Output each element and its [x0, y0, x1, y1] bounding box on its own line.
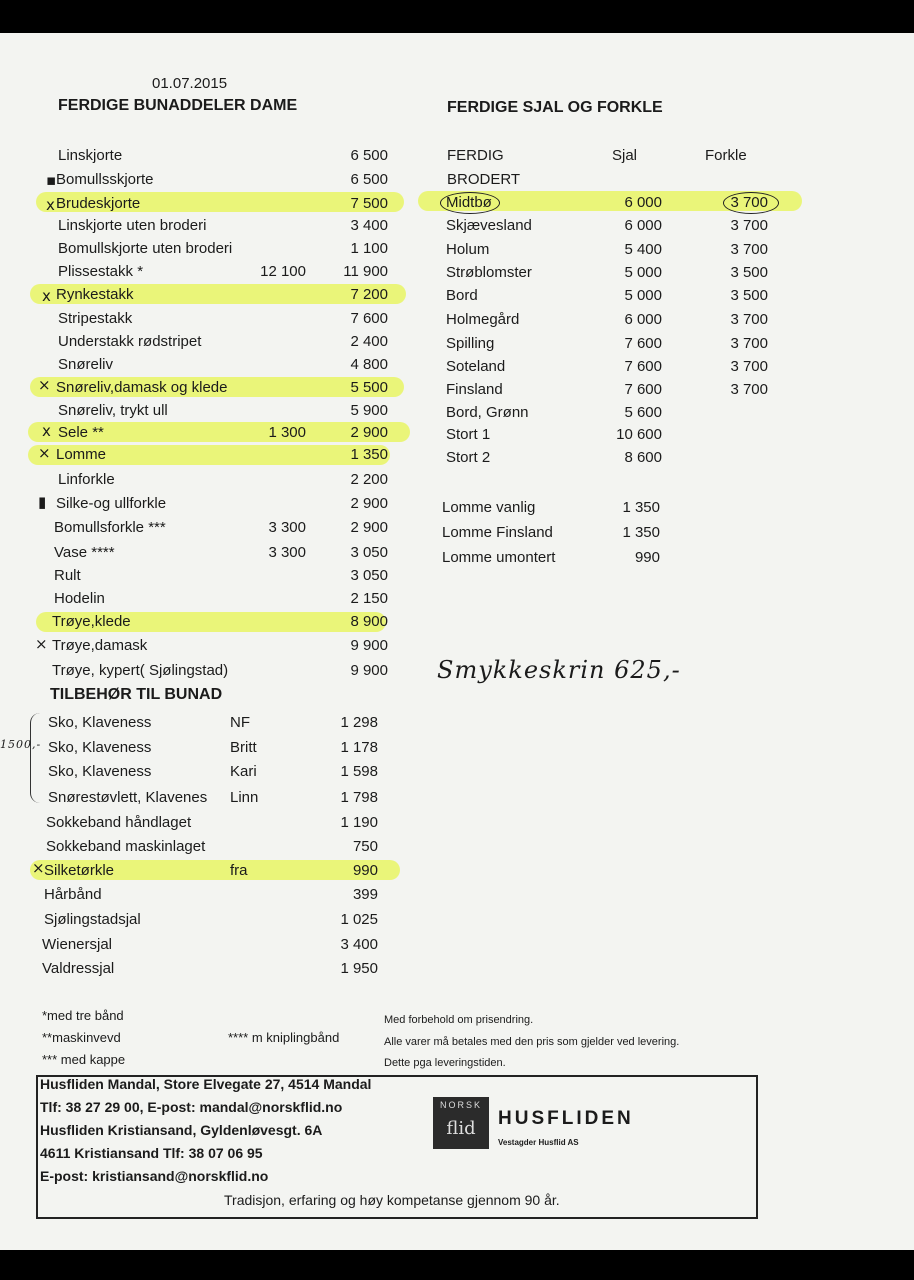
accessory-type: NF — [230, 714, 250, 731]
footnote: *med tre bånd — [42, 1008, 124, 1023]
apron-price: 3 700 — [730, 217, 768, 234]
item-price: 6 500 — [350, 147, 388, 164]
margin-note: 1500,- — [0, 738, 42, 751]
pattern-name: Skjævesland — [446, 217, 532, 234]
accessory-price: 399 — [352, 886, 378, 903]
accessory-name: Silketørkle — [44, 862, 115, 879]
accessory-name: Snørestøvlett, Klavenes — [48, 789, 208, 806]
footnote: *** med kappe — [42, 1052, 126, 1067]
accessory-price: 1 298 — [340, 714, 378, 731]
pattern-name: Strøblomster — [446, 264, 532, 281]
item-name: Trøye,klede — [52, 613, 131, 630]
accessory-name: Sko, Klaveness — [48, 763, 152, 780]
shawl-price: 6 000 — [624, 194, 662, 211]
date: 01.07.2015 — [152, 75, 228, 92]
item-price: 3 050 — [350, 567, 388, 584]
apron-price: 3 700 — [730, 194, 768, 211]
check-mark: x — [42, 422, 51, 440]
check-mark: x — [42, 287, 51, 305]
item-alt-price: 12 100 — [260, 263, 306, 280]
shawl-price: 5 000 — [624, 287, 662, 304]
item-price: 11 900 — [343, 263, 388, 280]
shawl-price: 6 000 — [624, 311, 662, 328]
pocket-price: 990 — [634, 549, 660, 566]
item-name: Silke-og ullforkle — [56, 495, 167, 512]
shawl-price: 7 600 — [624, 358, 662, 375]
item-price: 9 900 — [350, 662, 388, 679]
contact-line: Husfliden Mandal, Store Elvegate 27, 4514 Mandal — [40, 1076, 372, 1092]
accessory-type: fra — [230, 862, 248, 879]
pocket-name: Lomme umontert — [442, 549, 556, 566]
pattern-name: Bord, Grønn — [446, 404, 529, 421]
check-mark: × — [38, 376, 51, 394]
accessory-price: 990 — [352, 862, 378, 879]
item-name: Bomullsforkle *** — [54, 519, 166, 536]
item-name: Linforkle — [58, 471, 115, 488]
left-section-title: FERDIGE BUNADDELER DAME — [58, 97, 298, 114]
item-name: Hodelin — [54, 590, 105, 607]
item-name: Snøreliv, trykt ull — [58, 402, 168, 419]
apron-price: 3 700 — [730, 335, 768, 352]
item-price: 2 900 — [350, 519, 388, 536]
header-brodert: BRODERT — [447, 171, 521, 188]
pocket-price: 1 350 — [622, 524, 660, 541]
norsk-flid-logo: NORSK flid — [433, 1097, 489, 1149]
item-price: 2 900 — [350, 424, 388, 441]
shawl-price: 10 600 — [616, 426, 662, 443]
apron-price: 3 700 — [730, 241, 768, 258]
item-alt-price: 3 300 — [268, 544, 306, 561]
item-name: Sele ** — [58, 424, 104, 441]
tagline: Tradisjon, erfaring og høy kompetanse gjennom 90 år. — [224, 1192, 560, 1208]
brand-name: HUSFLIDEN — [498, 1108, 634, 1129]
item-price: 2 900 — [350, 495, 388, 512]
apron-price: 3 500 — [730, 264, 768, 281]
item-price: 1 350 — [350, 446, 388, 463]
item-name: Snøreliv — [58, 356, 114, 373]
footnote: **maskinvevd — [42, 1030, 121, 1045]
item-name: Stripestakk — [58, 310, 133, 327]
contact-line: E-post: kristiansand@norskflid.no — [40, 1168, 269, 1184]
check-mark: ▮ — [38, 493, 47, 511]
header-sjal: Sjal — [612, 147, 638, 164]
circle-mark — [440, 192, 500, 214]
footnote: **** m kniplingbånd — [228, 1030, 340, 1045]
price-list-sheet — [0, 33, 914, 1250]
accessory-type: Britt — [230, 739, 257, 756]
item-price: 5 900 — [350, 402, 388, 419]
shawl-price: 5 400 — [624, 241, 662, 258]
check-mark: × — [35, 635, 48, 653]
item-price: 2 400 — [350, 333, 388, 350]
pattern-name: Spilling — [446, 335, 495, 352]
apron-price: 3 500 — [730, 287, 768, 304]
item-price: 3 050 — [350, 544, 388, 561]
shawl-price: 7 600 — [624, 381, 662, 398]
check-mark: × — [38, 444, 51, 462]
accessory-name: Hårbånd — [44, 886, 102, 903]
check-mark: x — [46, 196, 55, 214]
item-name: Linskjorte — [58, 147, 123, 164]
check-mark: ▪ — [46, 171, 57, 189]
accessory-name: Wienersjal — [42, 936, 113, 953]
item-price: 7 500 — [350, 195, 388, 212]
item-name: Understakk rødstripet — [58, 333, 202, 350]
accessory-name: Sokkeband maskinlaget — [46, 838, 206, 855]
accessory-price: 1 025 — [340, 911, 378, 928]
pattern-name: Holum — [446, 241, 490, 258]
accessory-price: 1 798 — [340, 789, 378, 806]
accessory-price: 750 — [352, 838, 378, 855]
item-name: Brudeskjorte — [56, 195, 141, 212]
brace-mark — [30, 713, 41, 803]
pocket-price: 1 350 — [622, 499, 660, 516]
item-name: Rult — [54, 567, 81, 584]
shawl-price: 5 000 — [624, 264, 662, 281]
item-alt-price: 3 300 — [268, 519, 306, 536]
contact-line: Tlf: 38 27 29 00, E-post: mandal@norskflid.no — [40, 1099, 343, 1115]
pocket-name: Lomme Finsland — [442, 524, 553, 541]
handwritten-note: Smykkeskrin 625,- — [437, 656, 681, 684]
accessory-name: Sko, Klaveness — [48, 714, 152, 731]
shawl-price: 8 600 — [624, 449, 662, 466]
item-price: 6 500 — [350, 171, 388, 188]
accessories-title: TILBEHØR TIL BUNAD — [50, 686, 223, 703]
item-name: Trøye, kypert( Sjølingstad) — [52, 662, 229, 679]
item-price: 1 100 — [350, 240, 388, 257]
item-name: Rynkestakk — [56, 286, 134, 303]
pattern-name: Stort 2 — [446, 449, 491, 466]
shawl-price: 5 600 — [624, 404, 662, 421]
item-name: Plissestakk * — [58, 263, 144, 280]
notice: Dette pga leveringstiden. — [384, 1057, 506, 1069]
accessory-type: Linn — [230, 789, 259, 806]
right-section-title: FERDIGE SJAL OG FORKLE — [447, 99, 663, 116]
brand-subtitle: Vestagder Husflid AS — [498, 1138, 579, 1147]
shawl-price: 7 600 — [624, 335, 662, 352]
item-price: 7 600 — [350, 310, 388, 327]
item-price: 9 900 — [350, 637, 388, 654]
accessory-name: Sko, Klaveness — [48, 739, 152, 756]
circle-mark — [723, 192, 779, 214]
pattern-name: Stort 1 — [446, 426, 491, 443]
item-price: 4 800 — [350, 356, 388, 373]
pattern-name: Finsland — [446, 381, 503, 398]
pocket-name: Lomme vanlig — [442, 499, 536, 516]
item-name: Bomullsskjorte — [56, 171, 154, 188]
check-mark: × — [32, 859, 45, 877]
accessory-price: 1 178 — [340, 739, 378, 756]
header-ferdig: FERDIG — [447, 147, 504, 164]
shawl-price: 6 000 — [624, 217, 662, 234]
item-name: Vase **** — [54, 544, 115, 561]
item-price: 3 400 — [350, 217, 388, 234]
accessory-price: 1 190 — [340, 814, 378, 831]
accessory-price: 1 950 — [340, 960, 378, 977]
accessory-type: Kari — [230, 763, 257, 780]
apron-price: 3 700 — [730, 311, 768, 328]
accessory-name: Sjølingstadsjal — [44, 911, 141, 928]
item-alt-price: 1 300 — [268, 424, 306, 441]
notice: Med forbehold om prisendring. — [384, 1014, 534, 1026]
apron-price: 3 700 — [730, 381, 768, 398]
accessory-price: 3 400 — [340, 936, 378, 953]
item-name: Snøreliv,damask og klede — [56, 379, 228, 396]
notice: Alle varer må betales med den pris som gjelder ved levering. — [384, 1036, 680, 1048]
accessory-price: 1 598 — [340, 763, 378, 780]
item-name: Lomme — [56, 446, 107, 463]
accessory-name: Valdressjal — [42, 960, 115, 977]
item-name: Trøye,damask — [52, 637, 148, 654]
item-price: 5 500 — [350, 379, 388, 396]
pattern-name: Bord — [446, 287, 478, 304]
pattern-name: Holmegård — [446, 311, 520, 328]
item-name: Linskjorte uten broderi — [58, 217, 207, 234]
pattern-name: Soteland — [446, 358, 506, 375]
item-price: 7 200 — [350, 286, 388, 303]
item-price: 2 150 — [350, 590, 388, 607]
contact-line: 4611 Kristiansand Tlf: 38 07 06 95 — [40, 1145, 263, 1161]
apron-price: 3 700 — [730, 358, 768, 375]
pattern-name: Midtbø — [446, 194, 492, 211]
contact-line: Husfliden Kristiansand, Gyldenløvesgt. 6A — [40, 1122, 323, 1138]
item-price: 2 200 — [350, 471, 388, 488]
item-name: Bomullskjorte uten broderi — [58, 240, 233, 257]
accessory-name: Sokkeband håndlaget — [46, 814, 192, 831]
header-forkle: Forkle — [705, 147, 747, 164]
item-price: 8 900 — [350, 613, 388, 630]
